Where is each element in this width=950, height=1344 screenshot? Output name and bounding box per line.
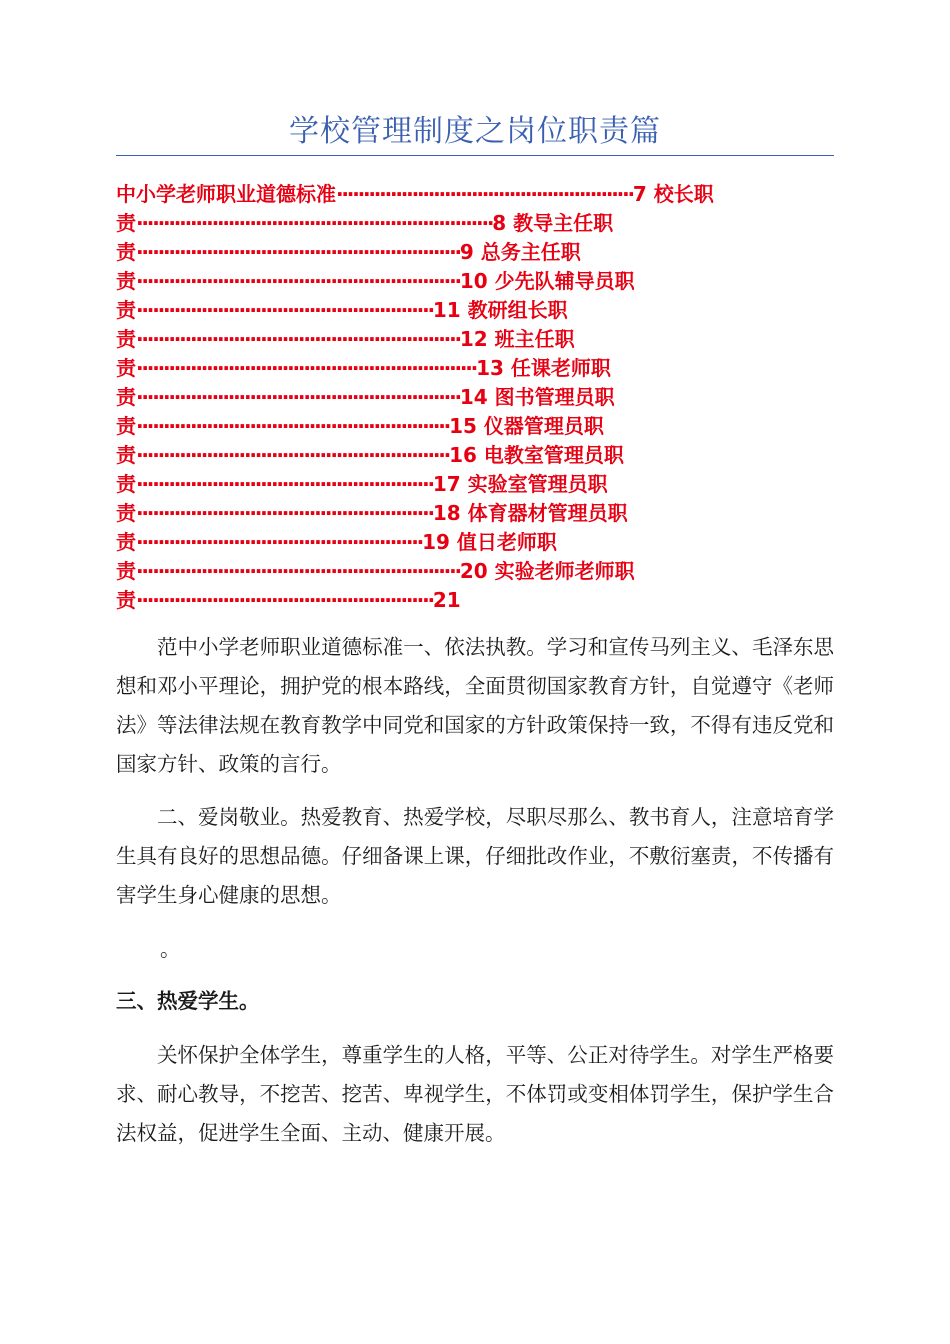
- toc-entry-1[interactable]: [116, 209, 836, 238]
- toc-leader-dots: ··································································: [136, 211, 493, 235]
- toc-leader-dots: ·······················································: [136, 298, 433, 322]
- toc-text: 责: [116, 356, 136, 380]
- toc-page-tail: 9 总务主任职: [459, 240, 581, 264]
- toc-entry-4[interactable]: [116, 296, 836, 325]
- toc-leader-dots: ·······················································: [136, 501, 433, 525]
- toc-leader-dots: ·······················································: [336, 182, 633, 206]
- toc-page-tail: 21: [432, 588, 461, 612]
- toc-text: 责: [116, 269, 136, 293]
- toc-leader-dots: ·······················································: [136, 472, 433, 496]
- page-title: 学校管理制度之岗位职责篇: [289, 114, 661, 149]
- toc-text: 中小学老师职业道德标准: [116, 182, 336, 206]
- toc-entry-14[interactable]: [116, 586, 836, 615]
- toc-leader-dots: ··························································: [136, 414, 450, 438]
- title-underline: [116, 155, 834, 156]
- paragraph-2: 二、爱岗敬业。热爱教育、热爱学校，尽职尽那么、教书育人，注意培育学生具有良好的思想品德。仔细备课上课，仔细批改作业，不敷衍塞责，不传播有害学生身心健康的思想。: [116, 805, 834, 907]
- toc-text: 责: [116, 298, 136, 322]
- toc-text: 责: [116, 501, 136, 525]
- paragraph-3: 关怀保护全体学生，尊重学生的人格，平等、公正对待学生。对学生严格要求、耐心教导，不挖苦、挖苦、卑视学生，不体罚或变相体罚学生，保护学生合法权益，促进学生全面、主动、健康开展。: [116, 1043, 834, 1145]
- toc-entry-10[interactable]: [116, 470, 836, 499]
- toc-page-tail: 11 教研组长职: [432, 298, 568, 322]
- toc-leader-dots: ··························································: [136, 443, 450, 467]
- toc-text: 责: [116, 327, 136, 351]
- toc-page-tail: 20 实验老师老师职: [459, 559, 635, 583]
- toc-entry-0[interactable]: [116, 180, 836, 209]
- toc-text: 责: [116, 414, 136, 438]
- toc-page-tail: 8 教导主任职: [492, 211, 614, 235]
- toc-entry-12[interactable]: [116, 528, 836, 557]
- toc-entry-11[interactable]: [116, 499, 836, 528]
- toc-leader-dots: ····························································: [136, 385, 460, 409]
- toc-page-tail: 16 电教室管理员职: [449, 443, 624, 467]
- toc-leader-dots: ····························································: [136, 269, 460, 293]
- toc-leader-dots: ····························································: [136, 240, 460, 264]
- toc-text: 责: [116, 559, 136, 583]
- toc-page-tail: 10 少先队辅导员职: [459, 269, 635, 293]
- table-of-contents: [116, 180, 836, 615]
- toc-page-tail: 12 班主任职: [459, 327, 575, 351]
- toc-text: 责: [116, 588, 136, 612]
- toc-text: 责: [116, 472, 136, 496]
- section-heading: 三、热爱学生。: [116, 989, 260, 1013]
- toc-page-tail: 18 体育器材管理员职: [432, 501, 628, 525]
- toc-entry-3[interactable]: [116, 267, 836, 296]
- toc-page-tail: 17 实验室管理员职: [432, 472, 608, 496]
- lone-punctuation: 。: [160, 937, 181, 961]
- toc-text: 责: [116, 530, 136, 554]
- toc-entry-7[interactable]: [116, 383, 836, 412]
- toc-leader-dots: ····························································: [136, 559, 460, 583]
- toc-leader-dots: ·····················································: [136, 530, 423, 554]
- toc-text: 责: [116, 240, 136, 264]
- toc-page-tail: 14 图书管理员职: [459, 385, 615, 409]
- toc-entry-8[interactable]: [116, 412, 836, 441]
- toc-entry-2[interactable]: [116, 238, 836, 267]
- toc-text: 责: [116, 443, 136, 467]
- toc-leader-dots: ·······················································: [136, 588, 433, 612]
- toc-entry-6[interactable]: [116, 354, 836, 383]
- toc-page-tail: 15 仪器管理员职: [449, 414, 604, 438]
- toc-entry-13[interactable]: [116, 557, 836, 586]
- paragraph-1: 范中小学老师职业道德标准一、依法执教。学习和宣传马列主义、毛泽东思想和邓小平理论，拥护党的根本路线，全面贯彻国家教育方针，自觉遵守《老师法》等法律法规在教育教学中同党和国家的方针政策保持一致，不得有违反党和国家方针、政策的言行。: [116, 635, 834, 776]
- toc-leader-dots: ····························································: [136, 327, 460, 351]
- toc-page-tail: 13 任课老师职: [476, 356, 611, 380]
- toc-text: 责: [116, 385, 136, 409]
- toc-entry-5[interactable]: [116, 325, 836, 354]
- toc-entry-9[interactable]: [116, 441, 836, 470]
- toc-page-tail: 19 值日老师职: [422, 530, 557, 554]
- toc-page-tail: 7 校长职: [632, 182, 714, 206]
- toc-text: 责: [116, 211, 136, 235]
- toc-leader-dots: ·······························································: [136, 356, 477, 380]
